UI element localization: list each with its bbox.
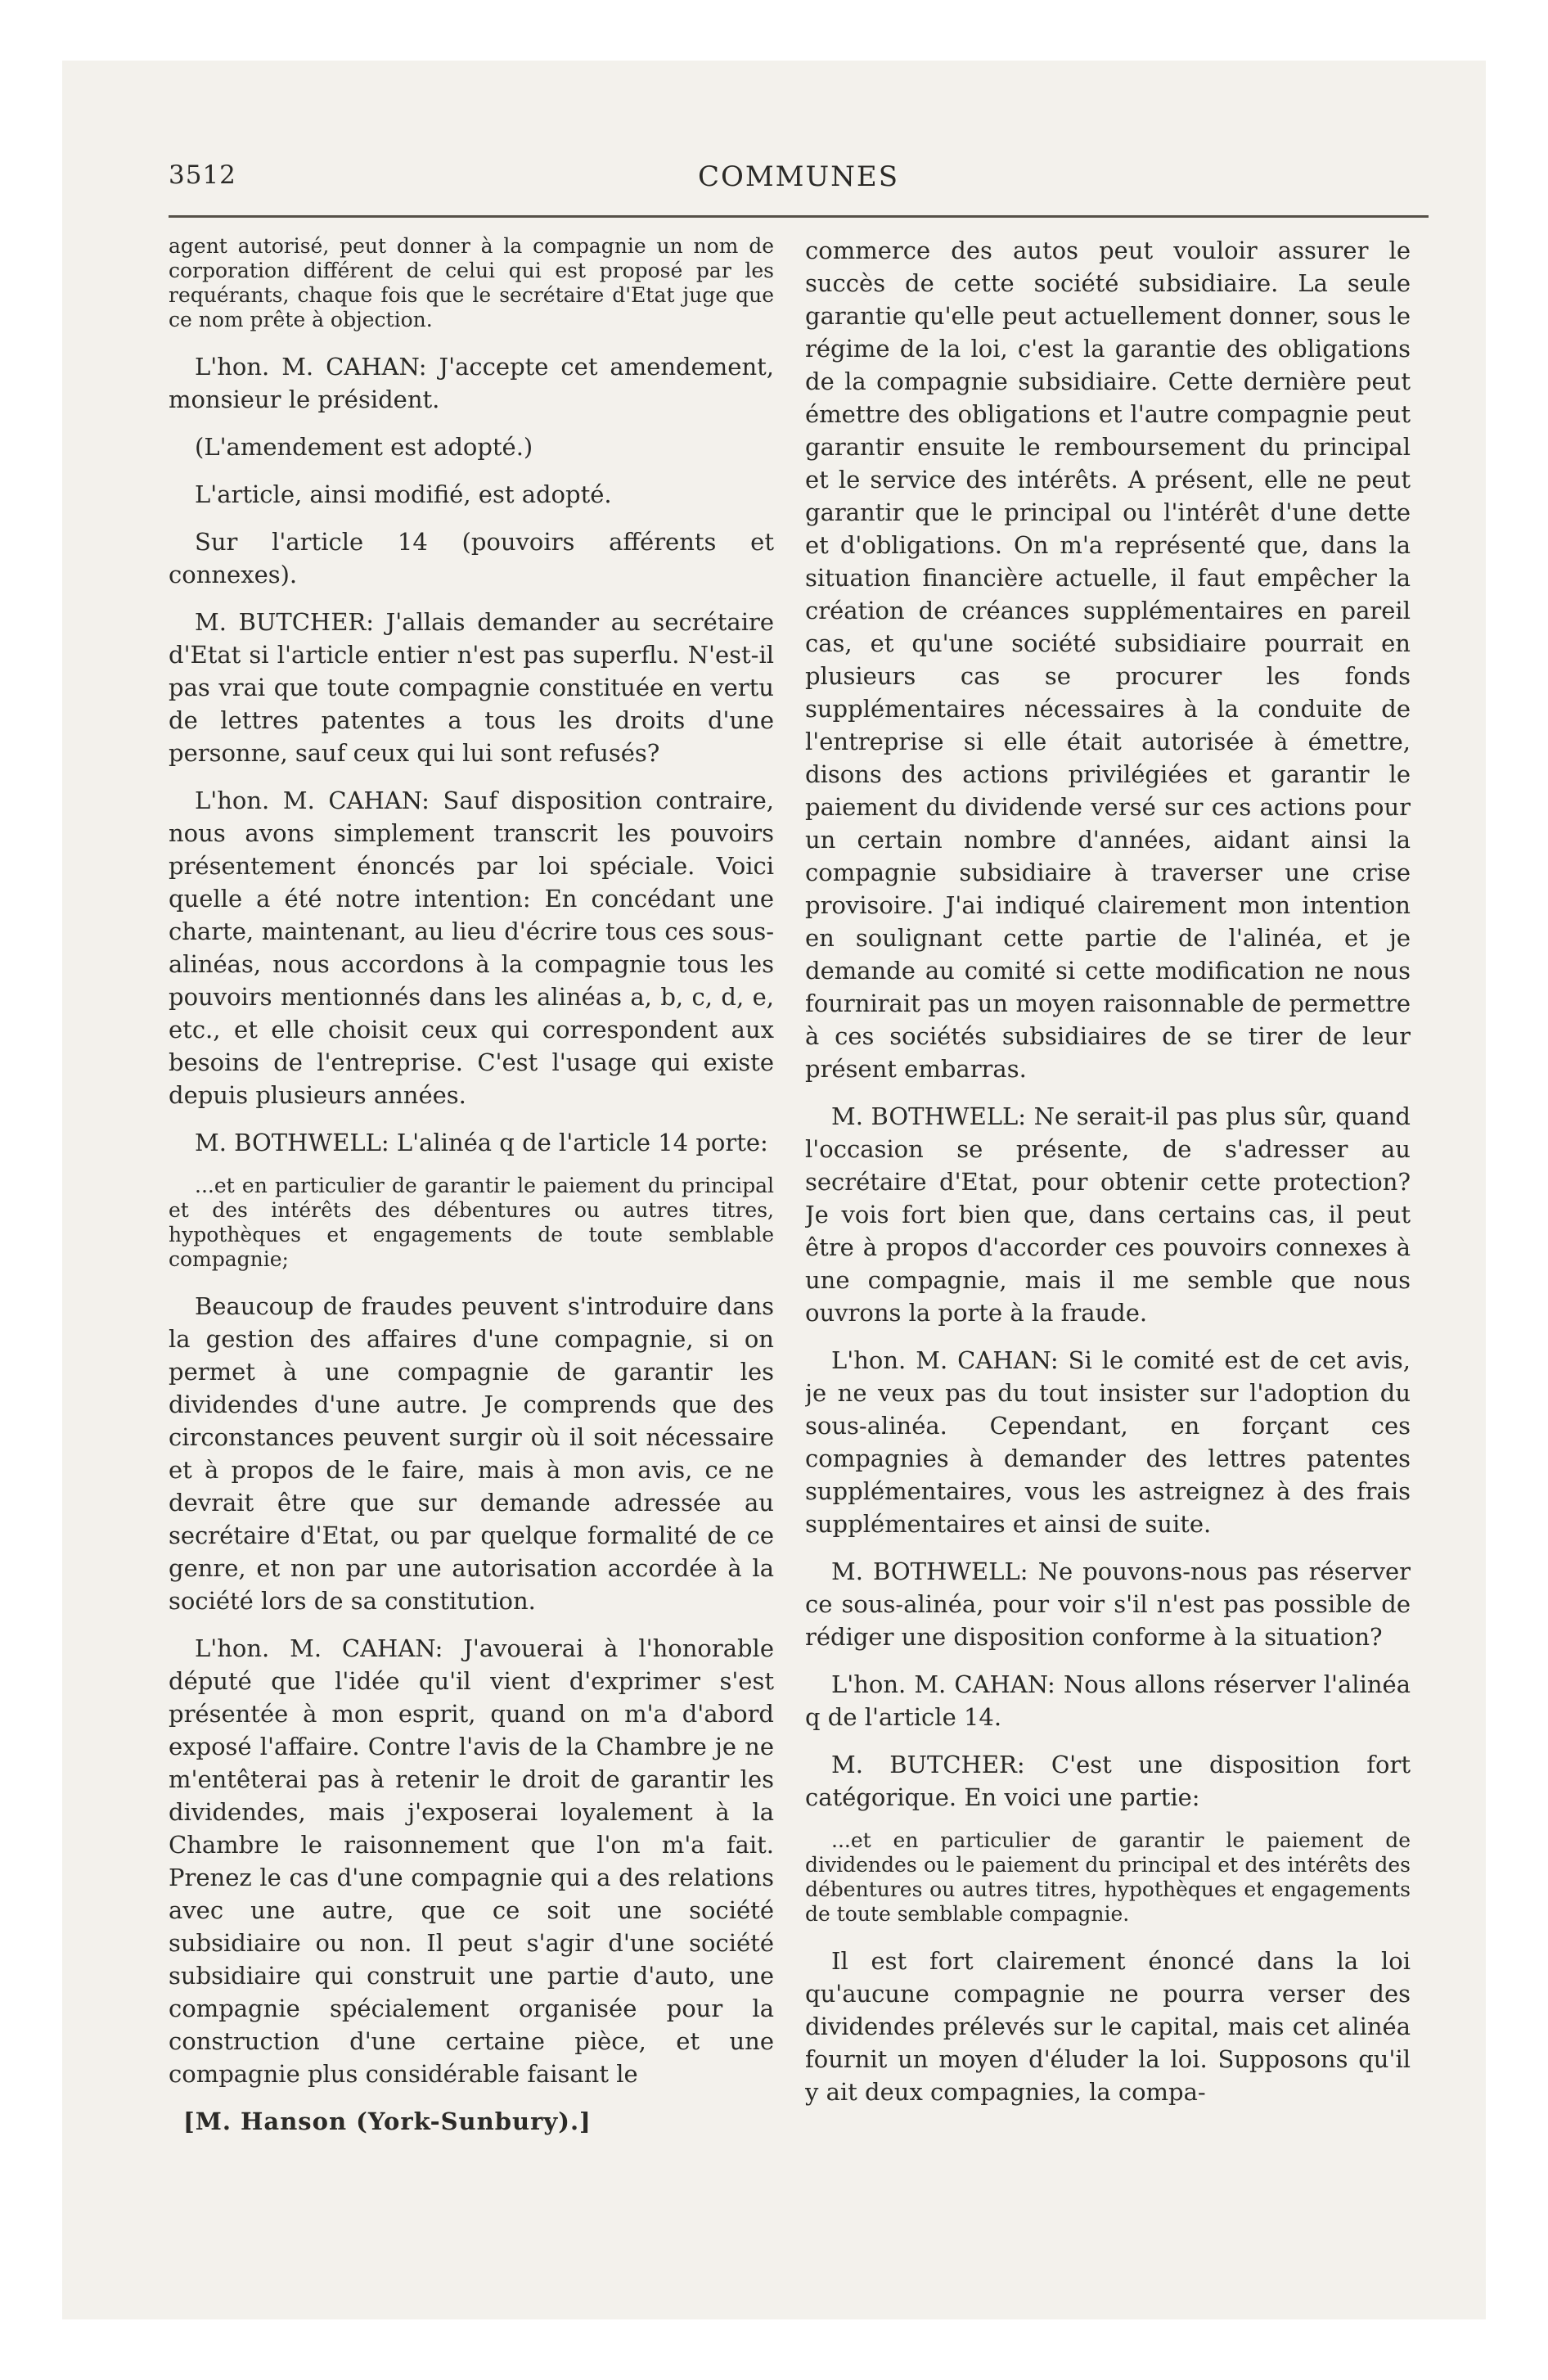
right-column <box>805 234 1411 2231</box>
speaker-footer: [M. Hanson (York-Sunbury).] <box>183 2107 592 2135</box>
section-title: COMMUNES <box>697 160 900 193</box>
paragraph: Il est fort clairement énoncé dans la loi qu'aucune compagnie ne pourra verser des dividendes prélevés sur le capital, mais cet alinéa fournit un moyen d'éluder la loi. Supposons qu'il y ait deux compagnies, la compa- <box>805 1947 1411 2106</box>
running-head <box>169 160 1429 201</box>
paragraph: M. BOTHWELL: Ne pouvons-nous pas réserver ce sous-alinéa, pour voir s'il n'est pas possible de rédiger une disposition conforme à la situation? <box>805 1557 1411 1651</box>
paragraph: L'hon. M. CAHAN: Nous allons réserver l'alinéa q de l'article 14. <box>805 1670 1411 1731</box>
paragraph: L'hon. M. CAHAN: Sauf disposition contraire, nous avons simplement transcrit les pouvoirs présentement énoncés par loi spéciale. Voici quelle a été notre intention: En concédant une charte, maintenant, au lieu d'écrire tous ces sous-alinéas, nous accordons à la compagnie tous les pouvoirs mentionnés dans les alinéas a, b, c, d, e, etc., et elle choisit ceux qui correspondent aux besoins de l'entreprise. C'est l'usage qui existe depuis plusieurs années. <box>169 787 774 1109</box>
paragraph: L'hon. M. CAHAN: J'avouerai à l'honorable député que l'idée qu'il vient d'exprimer s'est présentée à mon esprit, quand on m'a d'abord exposé l'affaire. Contre l'avis de la Chambre je ne m'entêterai pas à retenir le droit de garantir les dividendes, mais j'exposerai loyalement à la Chambre le raisonnement que l'on m'a fait. Prenez le cas d'une compagnie qui a des relations avec une autre, que ce soit une société subsidiaire ou non. Il peut s'agir d'une société subsidiaire qui construit une partie d'auto, une compagnie spécialement organisée pour la construction d'une certaine pièce, et une compagnie plus considérable faisant le <box>169 1634 774 2088</box>
block-quote: ...et en particulier de garantir le paiement de dividendes ou le paiement du principal et des intérêts des débentures ou autres titres, hypothèques et engagements de toute semblable compagnie. <box>805 1828 1411 1926</box>
header-rule <box>169 215 1429 218</box>
left-column <box>169 234 774 2231</box>
paragraph: M. BUTCHER: C'est une disposition fort catégorique. En voici une partie: <box>805 1751 1411 1811</box>
paragraph: (L'amendement est adopté.) <box>195 433 533 461</box>
paragraph: Beaucoup de fraudes peuvent s'introduire dans la gestion des affaires d'une compagnie, si on permet à une compagnie de garantir les dividendes d'une autre. Je comprends que des circonstances peuvent surgir où il soit nécessaire et à propos de le faire, mais à mon avis, ce ne devrait être que sur demande adressée au secrétaire d'Etat, ou par quelque formalité de ce genre, et non par une autorisation accordée à la société lors de sa constitution. <box>169 1292 774 1615</box>
paragraph: agent autorisé, peut donner à la compagnie un nom de corporation différent de celui qui est proposé par les requérants, chaque fois que le secrétaire d'Etat juge que ce nom prête à objection. <box>169 234 774 331</box>
paragraph: L'article, ainsi modifié, est adopté. <box>195 480 612 508</box>
page-number: 3512 <box>169 160 236 190</box>
paragraph: commerce des autos peut vouloir assurer le succès de cette société subsidiaire. La seule garantie qu'elle peut actuellement donner, sous le régime de la loi, c'est la garantie des obligations de la compagnie subsidiaire. Cette dernière peut émettre des obligations et l'autre compagnie peut garantir ensuite le remboursement du principal et le service des intérêts. A présent, elle ne peut garantir que le principal ou l'intérêt d'une dette et d'obligations. On m'a représenté que, dans la situation financière actuelle, il faut empêcher la création de créances supplémentaires en pareil cas, et qu'une société subsidiaire pourrait en plusieurs cas se procurer les fonds supplémentaires nécessaires à la conduite de l'entreprise si elle était autorisée à émettre, disons des actions privilégiées et garantir le paiement du dividende versé sur ces actions pour un certain nombre d'années, aidant ainsi la compagnie subsidiaire à traverser une crise provisoire. J'ai indiqué clairement mon intention en soulignant cette partie de l'alinéa, et je demande au comité si cette modification ne nous fournirait pas un moyen raisonnable de permettre à ces sociétés subsidiaires de se tirer de leur présent embarras. <box>805 237 1411 1083</box>
paragraph: M. BOTHWELL: L'alinéa q de l'article 14 porte: <box>195 1129 768 1156</box>
paragraph: L'hon. M. CAHAN: J'accepte cet amendement, monsieur le président. <box>169 353 774 413</box>
paragraph: M. BOTHWELL: Ne serait-il pas plus sûr, quand l'occasion se présente, de s'adresser au secrétaire d'Etat, pour obtenir cette protection? Je vois fort bien que, dans certains cas, il peut être à propos d'accorder ces pouvoirs connexes à une compagnie, mais il me semble que nous ouvrons la porte à la fraude. <box>805 1102 1411 1327</box>
paragraph: L'hon. M. CAHAN: Si le comité est de cet avis, je ne veux pas du tout insister sur l'adoption du sous-alinéa. Cependant, en forçant ces compagnies à demander des lettres patentes supplémentaires, vous les astreignez à des frais supplémentaires et ainsi de suite. <box>805 1346 1411 1538</box>
block-quote: ...et en particulier de garantir le paiement du principal et des intérêts des débentures ou autres titres, hypothèques et engagements de toute semblable compagnie; <box>169 1174 774 1271</box>
paragraph: Sur l'article 14 (pouvoirs afférents et connexes). <box>169 528 774 588</box>
paragraph: M. BUTCHER: J'allais demander au secrétaire d'Etat si l'article entier n'est pas superflu. N'est-il pas vrai que toute compagnie constituée en vertu de lettres patentes a tous les droits d'une personne, sauf ceux qui lui sont refusés? <box>169 608 774 767</box>
